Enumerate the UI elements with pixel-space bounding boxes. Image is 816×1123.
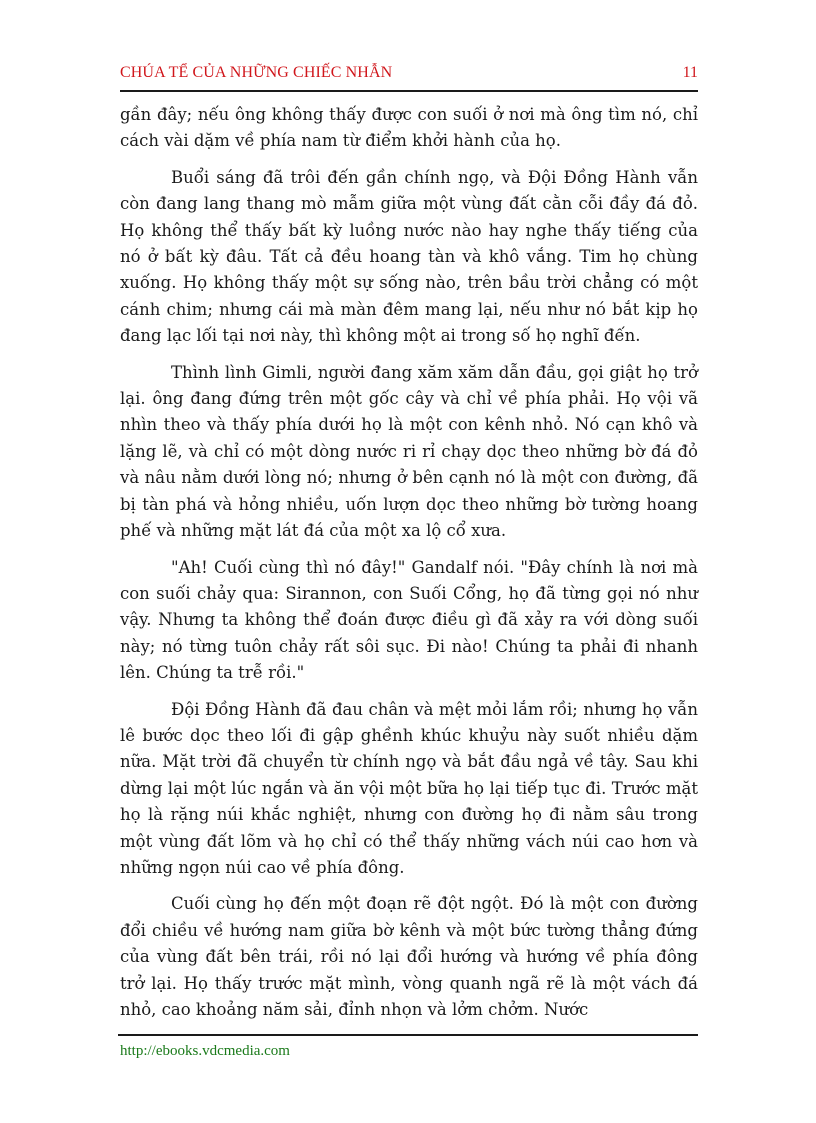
footer-divider (118, 1034, 698, 1036)
paragraph: "Ah! Cuối cùng thì nó đây!" Gandalf nói. "Đây chính là nơi mà con suối chảy qua: Sirannon, con Suối Cổng, họ đã từng gọi nó như vậy. Nhưng ta không thể đoán được điều gì đã xảy ra với dòng suối này; nó từng tuôn chảy rất sôi sục. Đi nào! Chúng ta phải đi nhanh lên. Chúng ta trễ rồi." (120, 557, 698, 683)
footer-website-link[interactable]: http://ebooks.vdcmedia.com (120, 1043, 290, 1059)
paragraph: Thình lình Gimli, người đang xăm xăm dẫn đầu, gọi giật họ trở lại. ông đang đứng trên một gốc cây và chỉ về phía phải. Họ vội vã nhìn theo và thấy phía dưới họ là một con kênh nhỏ. Nó cạn khô và lặng lẽ, và chỉ có một dòng nước ri rỉ chạy dọc theo những bờ đá đỏ và nâu nằm dưới lòng nó; nhưng ở bên cạnh nó là một con đường, đã bị tàn phá và hỏng nhiều, uốn lượn dọc theo những bờ tường hoang phế và những mặt lát đá của một xa lộ cổ xưa. (120, 362, 698, 541)
paragraph-continued: gần đây; nếu ông không thấy được con suối ở nơi mà ông tìm nó, chỉ cách vài dặm về phía nam từ điểm khởi hành của họ. (120, 105, 698, 151)
body-text (120, 102, 698, 1033)
paragraph: Buổi sáng đã trôi đến gần chính ngọ, và Đội Đồng Hành vẫn còn đang lang thang mò mẫm giữa một vùng đất cằn cỗi đầy đá đỏ. Họ không thể thấy bất kỳ luồng nước nào hay nghe thấy tiếng của nó ở bất kỳ đâu. Tất cả đều hoang tàn và khô vắng. Tim họ chùng xuống. Họ không thấy một sự sống nào, trên bầu trời chẳng có một cánh chim; nhưng cái mà màn đêm mang lại, nếu như nó bắt kịp họ đang lạc lối tại nơi này, thì không một ai trong số họ nghĩ đến. (120, 167, 698, 346)
paragraph: Đội Đồng Hành đã đau chân và mệt mỏi lắm rồi; nhưng họ vẫn lê bước dọc theo lối đi gập ghềnh khúc khuỷu này suốt nhiều dặm nữa. Mặt trời đã chuyển từ chính ngọ và bắt đầu ngả về tây. Sau khi dừng lại một lúc ngắn và ăn vội một bữa họ lại tiếp tục đi. Trước mặt họ là rặng núi khắc nghiệt, nhưng con đường họ đi nằm sâu trong một vùng đất lõm và họ chỉ có thể thấy những vách núi cao hơn và những ngọn núi cao về phía đông. (120, 699, 698, 877)
paragraph: Cuối cùng họ đến một đoạn rẽ đột ngột. Đó là một con đường đổi chiều về hướng nam giữa bờ kênh và một bức tường thẳng đứng của vùng đất bên trái, rồi nó lại đổi hướng và hướng về phía đông trở lại. Họ thấy trước mặt mình, vòng quanh ngã rẽ là một vách đá nhỏ, cao khoảng năm sải, đỉnh nhọn và lởm chởm. Nước (120, 894, 698, 1019)
book-title: CHÚA TỂ CỦA NHỮNG CHIẾC NHẪN (120, 64, 393, 81)
running-header (120, 62, 698, 92)
page-number: 11 (682, 64, 698, 81)
